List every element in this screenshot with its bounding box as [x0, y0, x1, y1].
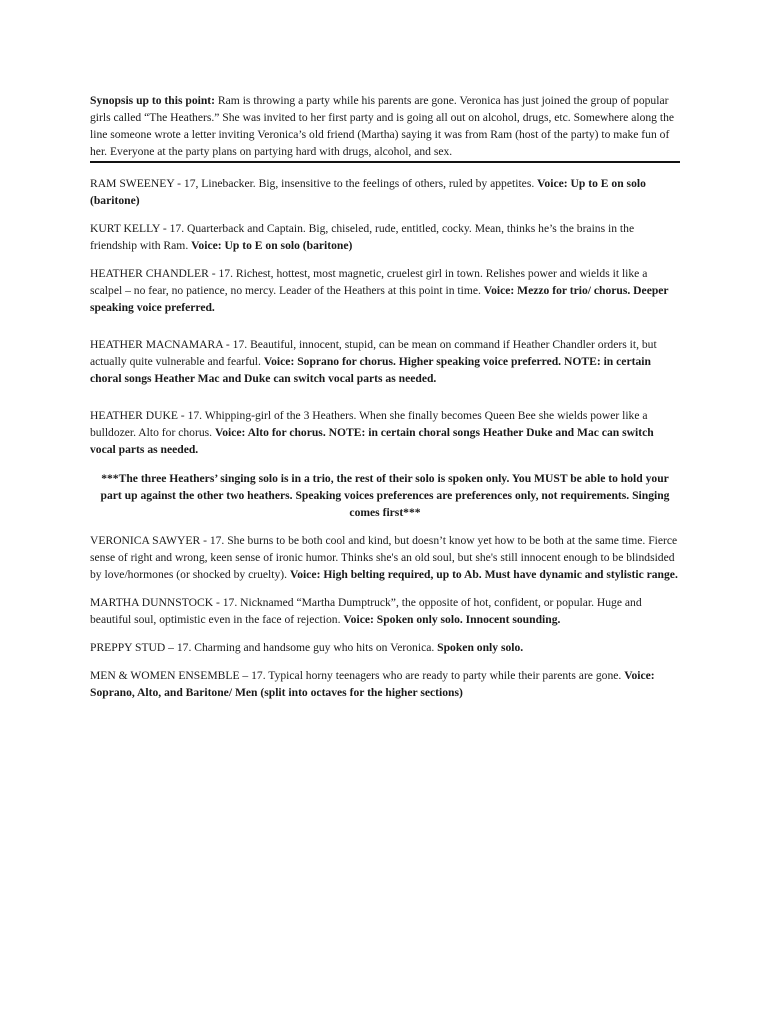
character-voice: Voice: Alto for chorus. NOTE: in certain choral songs Heather Duke and Mac can switch vocal parts as needed.	[90, 426, 654, 456]
synopsis-label: Synopsis up to this point:	[90, 94, 216, 107]
character-description: MEN & WOMEN ENSEMBLE – 17. Typical horny teenagers who are ready to party while their parents are gone.	[90, 669, 625, 682]
character-heather-duke	[90, 407, 680, 458]
character-voice: Voice: Soprano, Alto, and Baritone/ Men (split into octaves for the higher sections)	[90, 669, 655, 699]
character-voice: Spoken only solo.	[437, 641, 524, 654]
character-voice: Voice: Spoken only solo. Innocent sounding.	[343, 613, 561, 626]
heathers-note: ***The three Heathers’ singing solo is in a trio, the rest of their solo is spoken only. You MUST be able to hold your part up against the other two heathers. Speaking voices preferences are preferences only, not requirements. Singing comes first***	[100, 472, 670, 519]
character-description: MARTHA DUNNSTOCK - 17. Nicknamed “Martha Dumptruck”, the opposite of hot, confident, or popular. Huge and beautiful soul, optimistic even in the face of rejection.	[90, 596, 642, 626]
character-voice: Voice: High belting required, up to Ab. Must have dynamic and stylistic range.	[289, 568, 678, 581]
character-ensemble	[90, 667, 680, 701]
character-voice: Voice: Soprano for chorus. Higher speaking voice preferred. NOTE: in certain choral songs Heather Mac and Duke can switch vocal parts as needed.	[90, 355, 651, 385]
character-description: HEATHER DUKE - 17. Whipping-girl of the 3 Heathers. When she finally becomes Queen Bee she wields power like a bulldozer. Alto for chorus.	[90, 409, 648, 439]
character-description: PREPPY STUD – 17. Charming and handsome guy who hits on Veronica.	[90, 641, 438, 654]
synopsis-text: Ram is throwing a party while his parents are gone. Veronica has just joined the group of popular girls called “The Heathers.” She was invited to her first party and is going all out on alcohol, drugs, etc. Somewhere along the line someone wrote a letter inviting Veronica’s old friend (Martha) saying it was from Ram (host of the party) to make fun of her. Everyone at the party plans on partying hard with drugs, alcohol, and sex.	[90, 94, 675, 158]
character-veronica-sawyer	[90, 532, 680, 583]
synopsis-paragraph	[90, 92, 680, 163]
casting-document	[90, 92, 680, 701]
character-voice: Voice: Up to E on solo (baritone)	[90, 177, 646, 207]
character-heather-macnamara	[90, 336, 680, 387]
character-description: HEATHER CHANDLER - 17. Richest, hottest, most magnetic, cruelest girl in town. Relishes power and wields it like a scalpel – no fear, no patience, no mercy. Leader of the Heathers at this point in time.	[90, 267, 648, 297]
character-ram-sweeney	[90, 175, 680, 209]
character-voice: Voice: Mezzo for trio/ chorus. Deeper speaking voice preferred.	[90, 284, 669, 314]
character-voice: Voice: Up to E on solo (baritone)	[191, 239, 353, 252]
character-martha-dunnstock	[90, 594, 680, 628]
character-preppy-stud	[90, 639, 680, 656]
character-heather-chandler	[90, 265, 680, 316]
character-description: VERONICA SAWYER - 17. She burns to be both cool and kind, but doesn’t know yet how to be both at the same time. Fierce sense of right and wrong, keen sense of ironic humor. Thinks she's an old soul, but she's still innocent enough to be blindsided by love/hormones (or shocked by cruelty).	[90, 534, 678, 581]
character-description: HEATHER MACNAMARA - 17. Beautiful, innocent, stupid, can be mean on command if Heather Chandler orders it, but actually quite vulnerable and fearful.	[90, 338, 657, 368]
character-description: KURT KELLY - 17. Quarterback and Captain. Big, chiseled, rude, entitled, cocky. Mean, thinks he’s the brains in the friendship with Ram.	[90, 222, 635, 252]
character-kurt-kelly	[90, 220, 680, 254]
character-description: RAM SWEENEY - 17, Linebacker. Big, insensitive to the feelings of others, ruled by appetites.	[90, 177, 538, 190]
